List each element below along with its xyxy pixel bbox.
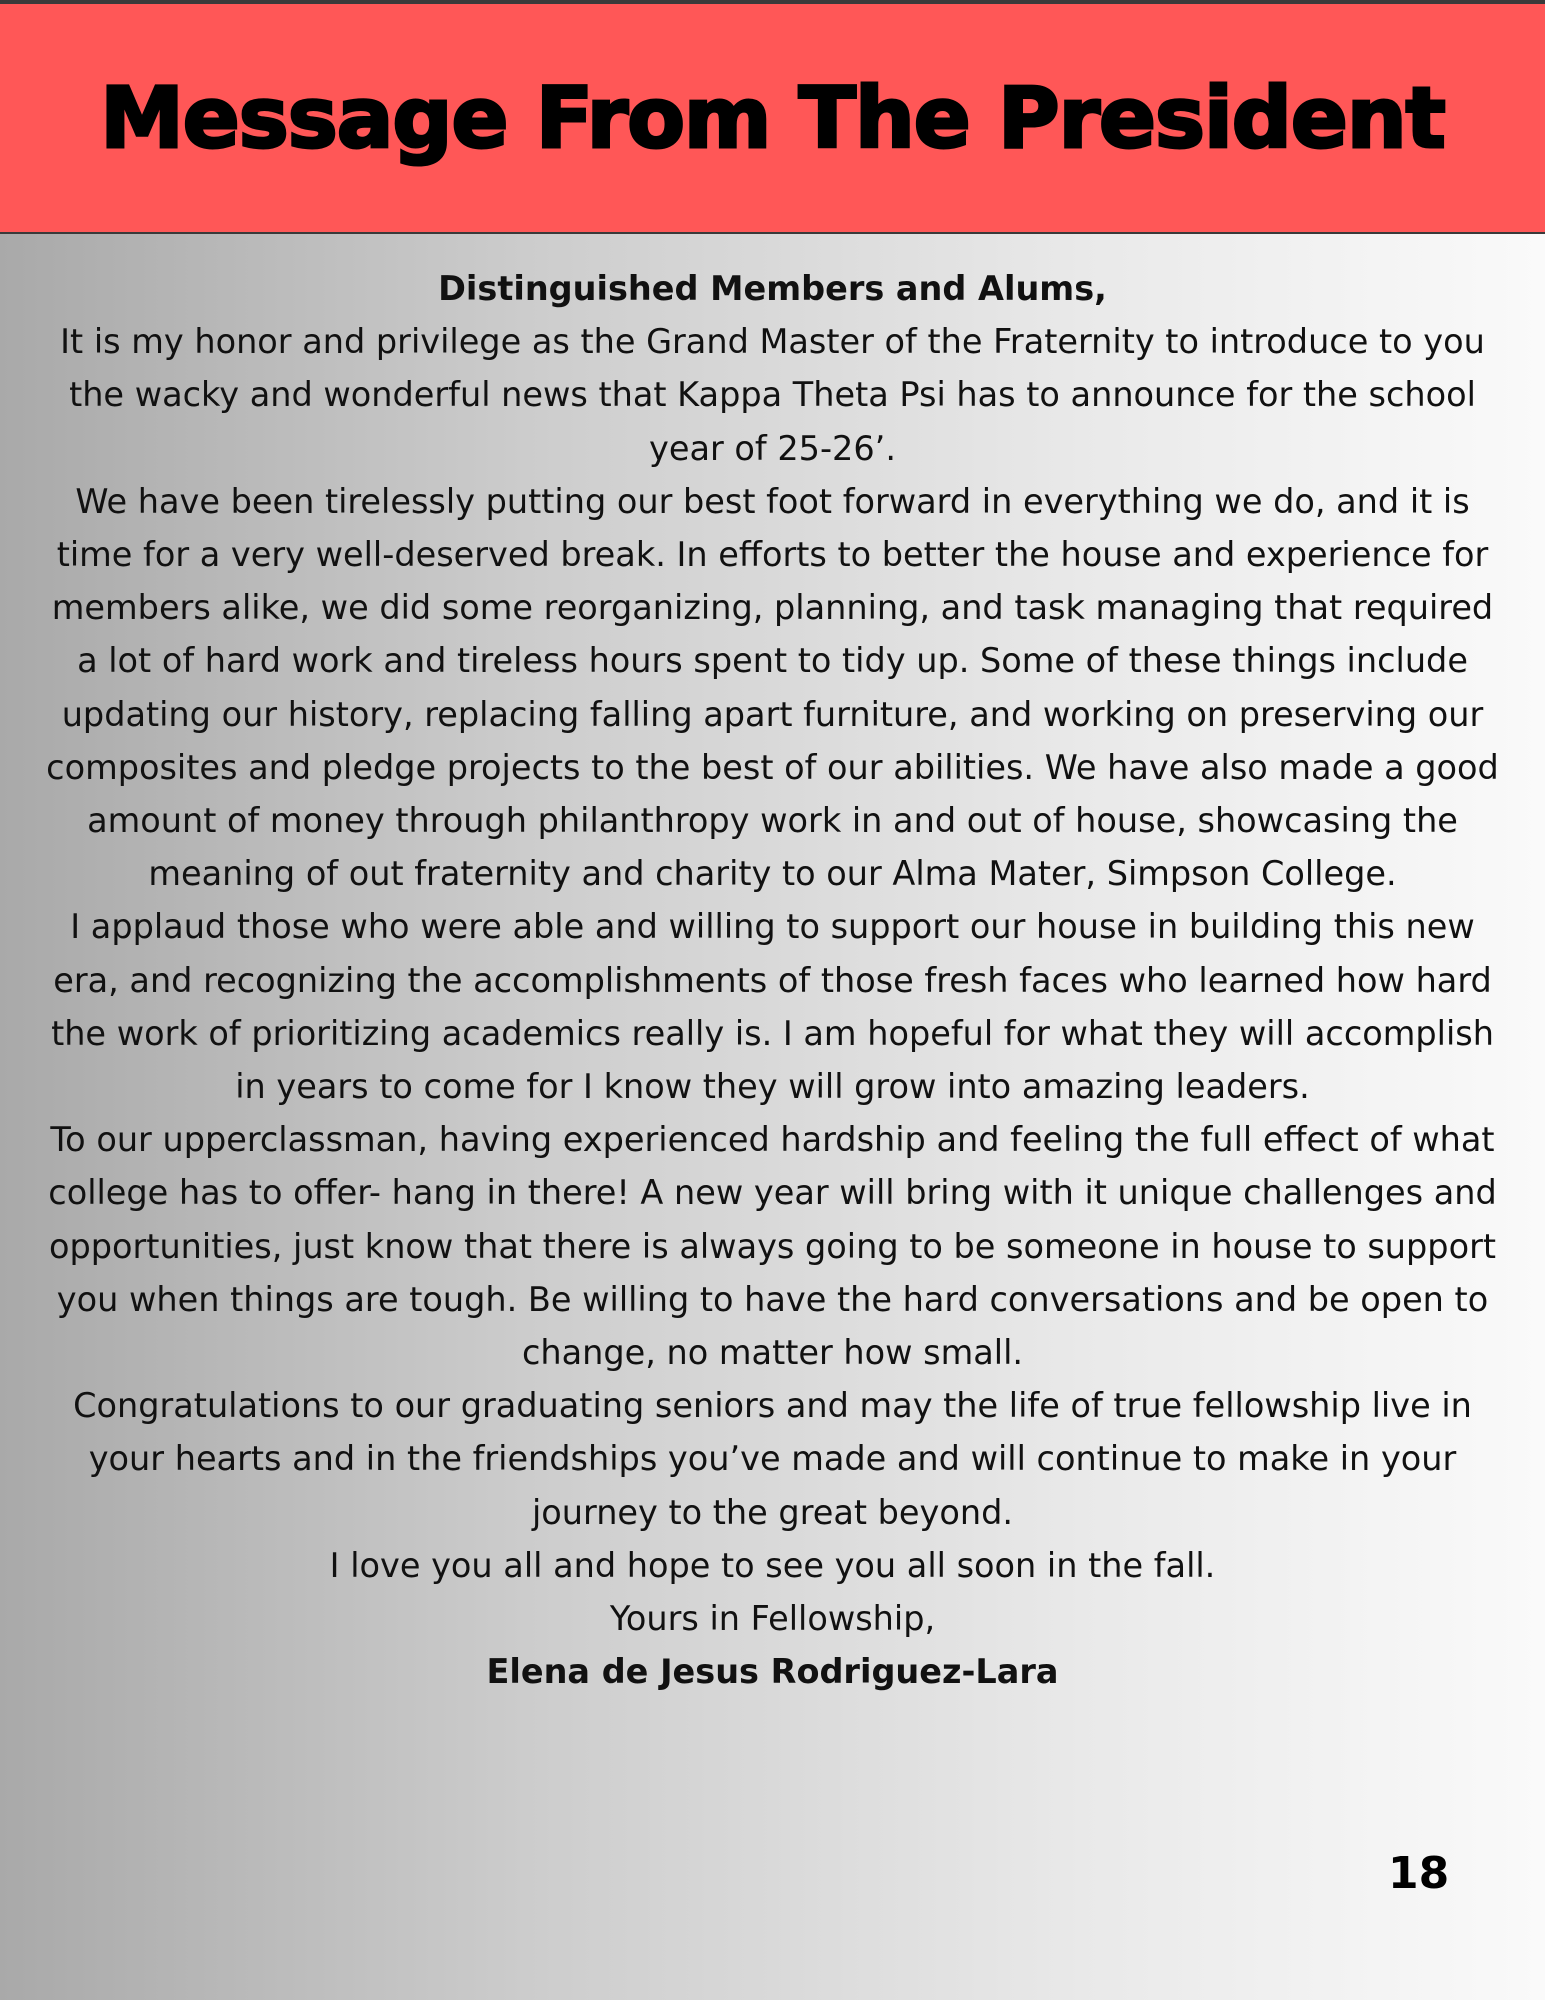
page-title: Message From The President	[100, 69, 1445, 167]
paragraph-upperclassmen: To our upperclassman, having experienced hardship and feeling the full effect of what college has to offer- hang in there! A new year will bring with it unique challenges and opportunities, just know that there is always going to be someone in house to support you when things are tough. Be willing to have the hard conversations and be open to change, no matter how small.	[48, 1120, 1497, 1373]
signature: Elena de Jesus Rodriguez-Lara	[486, 1652, 1059, 1692]
letter-body	[40, 262, 1505, 1698]
paragraph-seniors: Congratulations to our graduating seniors and may the life of true fellowship live in your hearts and in the friendships you’ve made and will continue to make in your journey to the great beyond.	[73, 1386, 1472, 1532]
paragraph-intro: It is my honor and privilege as the Grand Master of the Fraternity to introduce to you the wacky and wonderful news that Kappa Theta Psi has to announce for the school year of 25-26’.	[60, 322, 1485, 468]
header-banner	[0, 4, 1545, 234]
salutation: Distinguished Members and Alums,	[438, 269, 1107, 308]
paragraph-house-updates: We have been tirelessly putting our best foot forward in everything we do, and it is time for a very well-deserved break. In efforts to better the house and experience for members alike, we did some reorganizing, planning, and task managing that required a lot of hard work and tireless hours spent to tidy up. Some of these things include updating our history, replacing falling apart furniture, and working on preserving our composites and pledge projects to the best of our abilities. We have also made a good amount of money through philanthropy work in and out of house, showcasing the meaning of out fraternity and charity to our Alma Mater, Simpson College.	[46, 481, 1499, 894]
paragraph-farewell: I love you all and hope to see you all soon in the fall.	[329, 1545, 1216, 1585]
page-number: 18	[1388, 1848, 1450, 1899]
paragraph-new-members: I applaud those who were able and willing to support our house in building this new era, and recognizing the accomplishments of those fresh faces who learned how hard the work of prioritizing academics really is. I am hopeful for what they will accomplish in years to come for I know they will grow into amazing leaders.	[51, 907, 1494, 1107]
closing: Yours in Fellowship,	[609, 1599, 936, 1639]
